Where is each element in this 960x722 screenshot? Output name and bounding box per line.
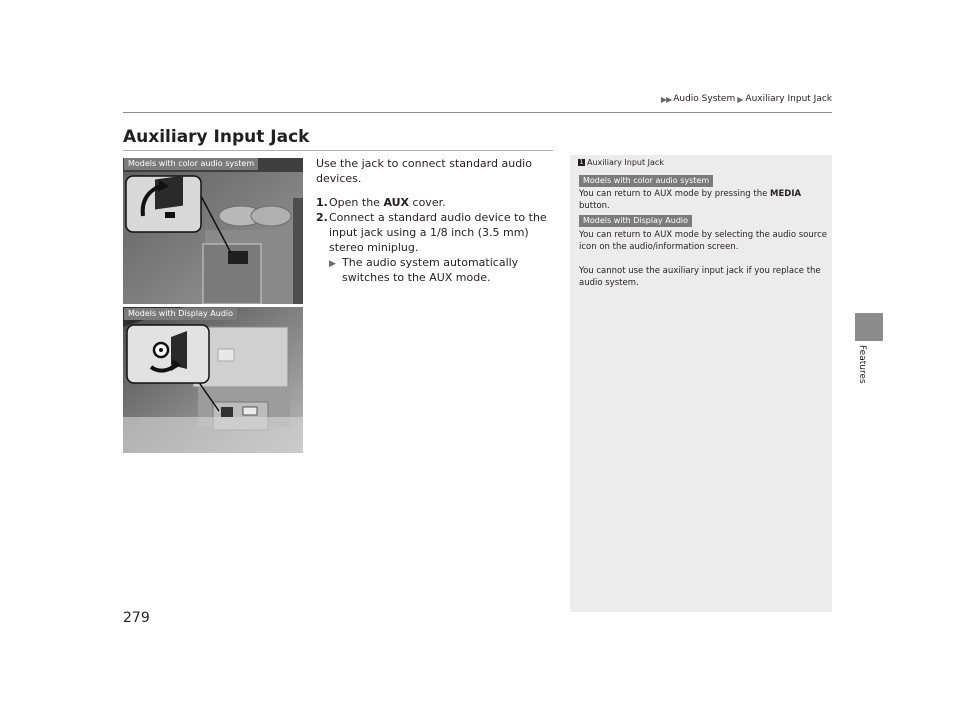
page-number: 279 bbox=[123, 610, 150, 626]
breadcrumb-auxiliary-input-jack[interactable]: Auxiliary Input Jack bbox=[745, 94, 832, 104]
step-result bbox=[316, 255, 556, 285]
page-title: Auxiliary Input Jack bbox=[123, 127, 310, 147]
header-divider bbox=[123, 112, 832, 113]
intro-text: Use the jack to connect standard audio devices. bbox=[316, 157, 532, 185]
instructions bbox=[316, 156, 556, 285]
badge-display-audio: Models with Display Audio bbox=[124, 308, 237, 320]
badge-color-audio-system: Models with color audio system bbox=[124, 158, 258, 170]
note-title bbox=[578, 158, 664, 167]
step-number: 1. bbox=[316, 196, 328, 209]
step-text bbox=[329, 195, 446, 210]
media-label: MEDIA bbox=[770, 189, 802, 199]
display-audio-photo bbox=[123, 307, 303, 453]
step-text: Connect a standard audio device to the input jack using a 1/8 inch (3.5 mm) stereo miniplug. bbox=[329, 211, 547, 254]
step-1-pre: Open the bbox=[329, 196, 384, 209]
color-audio-photo bbox=[123, 158, 303, 304]
note-text-media bbox=[579, 188, 827, 212]
note-text-replace-warning: You cannot use the auxiliary input jack if you replace the audio system. bbox=[579, 266, 821, 288]
step-1 bbox=[316, 195, 556, 210]
result-arrow-icon: ▶ bbox=[329, 259, 336, 269]
note-badge-display-audio: Models with Display Audio bbox=[579, 215, 692, 227]
step-1-post: cover. bbox=[409, 196, 446, 209]
section-tab-marker bbox=[855, 313, 883, 341]
note-text-display-audio: You can return to AUX mode by selecting the audio source icon on the audio/information screen. bbox=[579, 230, 827, 252]
note-reference-icon: 1 bbox=[579, 159, 584, 166]
breadcrumb-audio-system[interactable]: Audio System bbox=[673, 94, 736, 104]
note-text-media-pre: You can return to AUX mode by pressing the bbox=[579, 189, 771, 199]
aux-label: AUX bbox=[383, 196, 410, 209]
double-arrow-icon: ▶▶ bbox=[660, 94, 672, 104]
breadcrumb bbox=[661, 94, 832, 104]
title-divider bbox=[123, 150, 553, 151]
step-2 bbox=[316, 210, 556, 255]
result-text: The audio system automatically switches to the AUX mode. bbox=[342, 256, 519, 284]
section-tab-label: Features bbox=[857, 345, 867, 384]
arrow-icon: ▶ bbox=[737, 94, 744, 104]
note-text-media-post: button. bbox=[579, 201, 610, 211]
note-title-text: Auxiliary Input Jack bbox=[587, 158, 664, 167]
step-number: 2. bbox=[316, 211, 328, 224]
note-badge-color-audio-system: Models with color audio system bbox=[579, 175, 713, 187]
